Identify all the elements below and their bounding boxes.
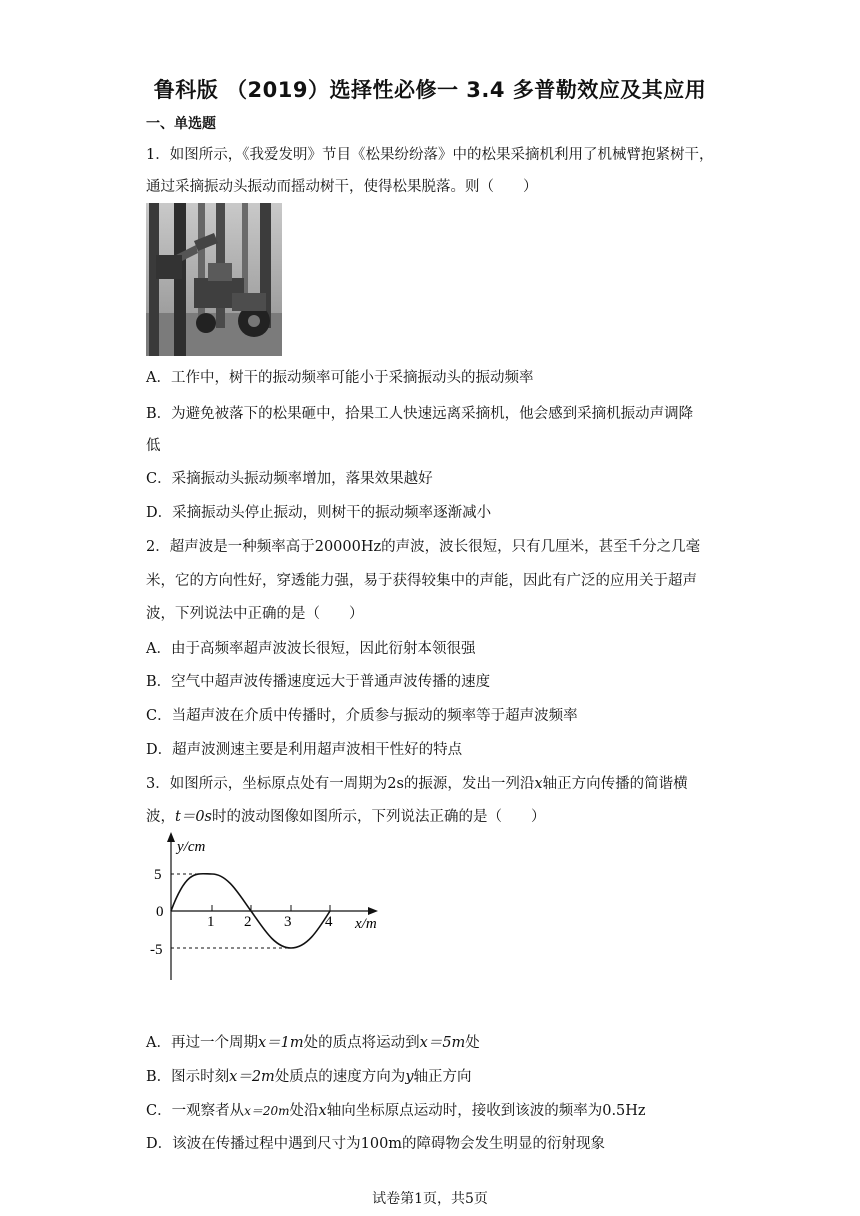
pine-cone-harvester-photo xyxy=(146,203,282,356)
x-tick-label-2: 2 xyxy=(244,914,252,930)
y-tick-label-neg5: -5 xyxy=(150,942,163,958)
q3-option-d: D．该波在传播过程中遇到尺寸为100m的障碍物会发生明显的衍射现象 xyxy=(146,1136,606,1152)
q3-stem-line2: 波，t＝0s时的波动图像如图所示，下列说法正确的是（ ） xyxy=(146,809,546,825)
q1-stem-line1: 1．如图所示，《我爱发明》节目《松果纷纷落》中的松果采摘机利用了机械臂抱紧树干， xyxy=(146,147,714,163)
section-heading: 一、单选题 xyxy=(146,116,216,132)
q2-stem-line3: 波，下列说法中正确的是（ ） xyxy=(146,606,364,622)
q3-stem-line1: 3．如图所示，坐标原点处有一周期为2s的振源，发出一列沿x轴正方向传播的简谐横 xyxy=(146,776,688,792)
x-tick-label-1: 1 xyxy=(207,914,215,930)
x-tick-label-3: 3 xyxy=(284,914,292,930)
q2-stem-line2: 米，它的方向性好，穿透能力强，易于获得较集中的声能，因此有广泛的应用关于超声 xyxy=(146,573,697,589)
q1-option-b-line1: B．为避免被落下的松果砸中，拾果工人快速远离采摘机，他会感到采摘机振动声调降 xyxy=(146,406,694,422)
q3-option-b: B．图示时刻x＝2m处质点的速度方向为y轴正方向 xyxy=(146,1069,472,1085)
page-footer: 试卷第1页，共5页 xyxy=(372,1191,488,1207)
y-tick-label-5: 5 xyxy=(154,867,162,883)
document-title: 鲁科版 （2019）选择性必修一 3.4 多普勒效应及其应用 xyxy=(153,78,707,102)
q2-stem-line1: 2．超声波是一种频率高于20000Hz的声波，波长很短，只有几厘米，甚至千分之几毫 xyxy=(146,539,701,555)
q2-option-b: B．空气中超声波传播速度远大于普通声波传播的速度 xyxy=(146,674,491,690)
q3-option-a: A．再过一个周期x＝1m处的质点将运动到x＝5m处 xyxy=(146,1035,480,1051)
q1-option-a: A．工作中，树干的振动频率可能小于采摘振动头的振动频率 xyxy=(146,370,534,386)
x-axis-arrow xyxy=(368,907,378,915)
x-axis-label: x/m xyxy=(355,916,377,932)
q2-option-d: D．超声波测速主要是利用超声波相干性好的特点 xyxy=(146,742,463,758)
y-axis-label: y/cm xyxy=(177,839,206,855)
x-tick-label-4: 4 xyxy=(325,914,333,930)
q3-option-c: C．一观察者从x＝20m处沿x轴向坐标原点运动时，接收到该波的频率为0.5Hz xyxy=(146,1103,646,1119)
q1-option-d: D．采摘振动头停止振动，则树干的振动频率逐渐减小 xyxy=(146,505,492,521)
y-axis-arrow xyxy=(167,832,175,842)
wave-graph xyxy=(140,830,390,990)
q2-option-a: A．由于高频率超声波波长很短，因此衍射本领很强 xyxy=(146,641,476,657)
q1-option-b-line2: 低 xyxy=(146,438,161,454)
origin-label: 0 xyxy=(156,904,164,920)
q1-option-c: C．采摘振动头振动频率增加，落果效果越好 xyxy=(146,471,433,487)
q2-option-c: C．当超声波在介质中传播时，介质参与振动的频率等于超声波频率 xyxy=(146,708,578,724)
q1-stem-line2: 通过采摘振动头振动而摇动树干，使得松果脱落。则（ ） xyxy=(146,179,538,195)
